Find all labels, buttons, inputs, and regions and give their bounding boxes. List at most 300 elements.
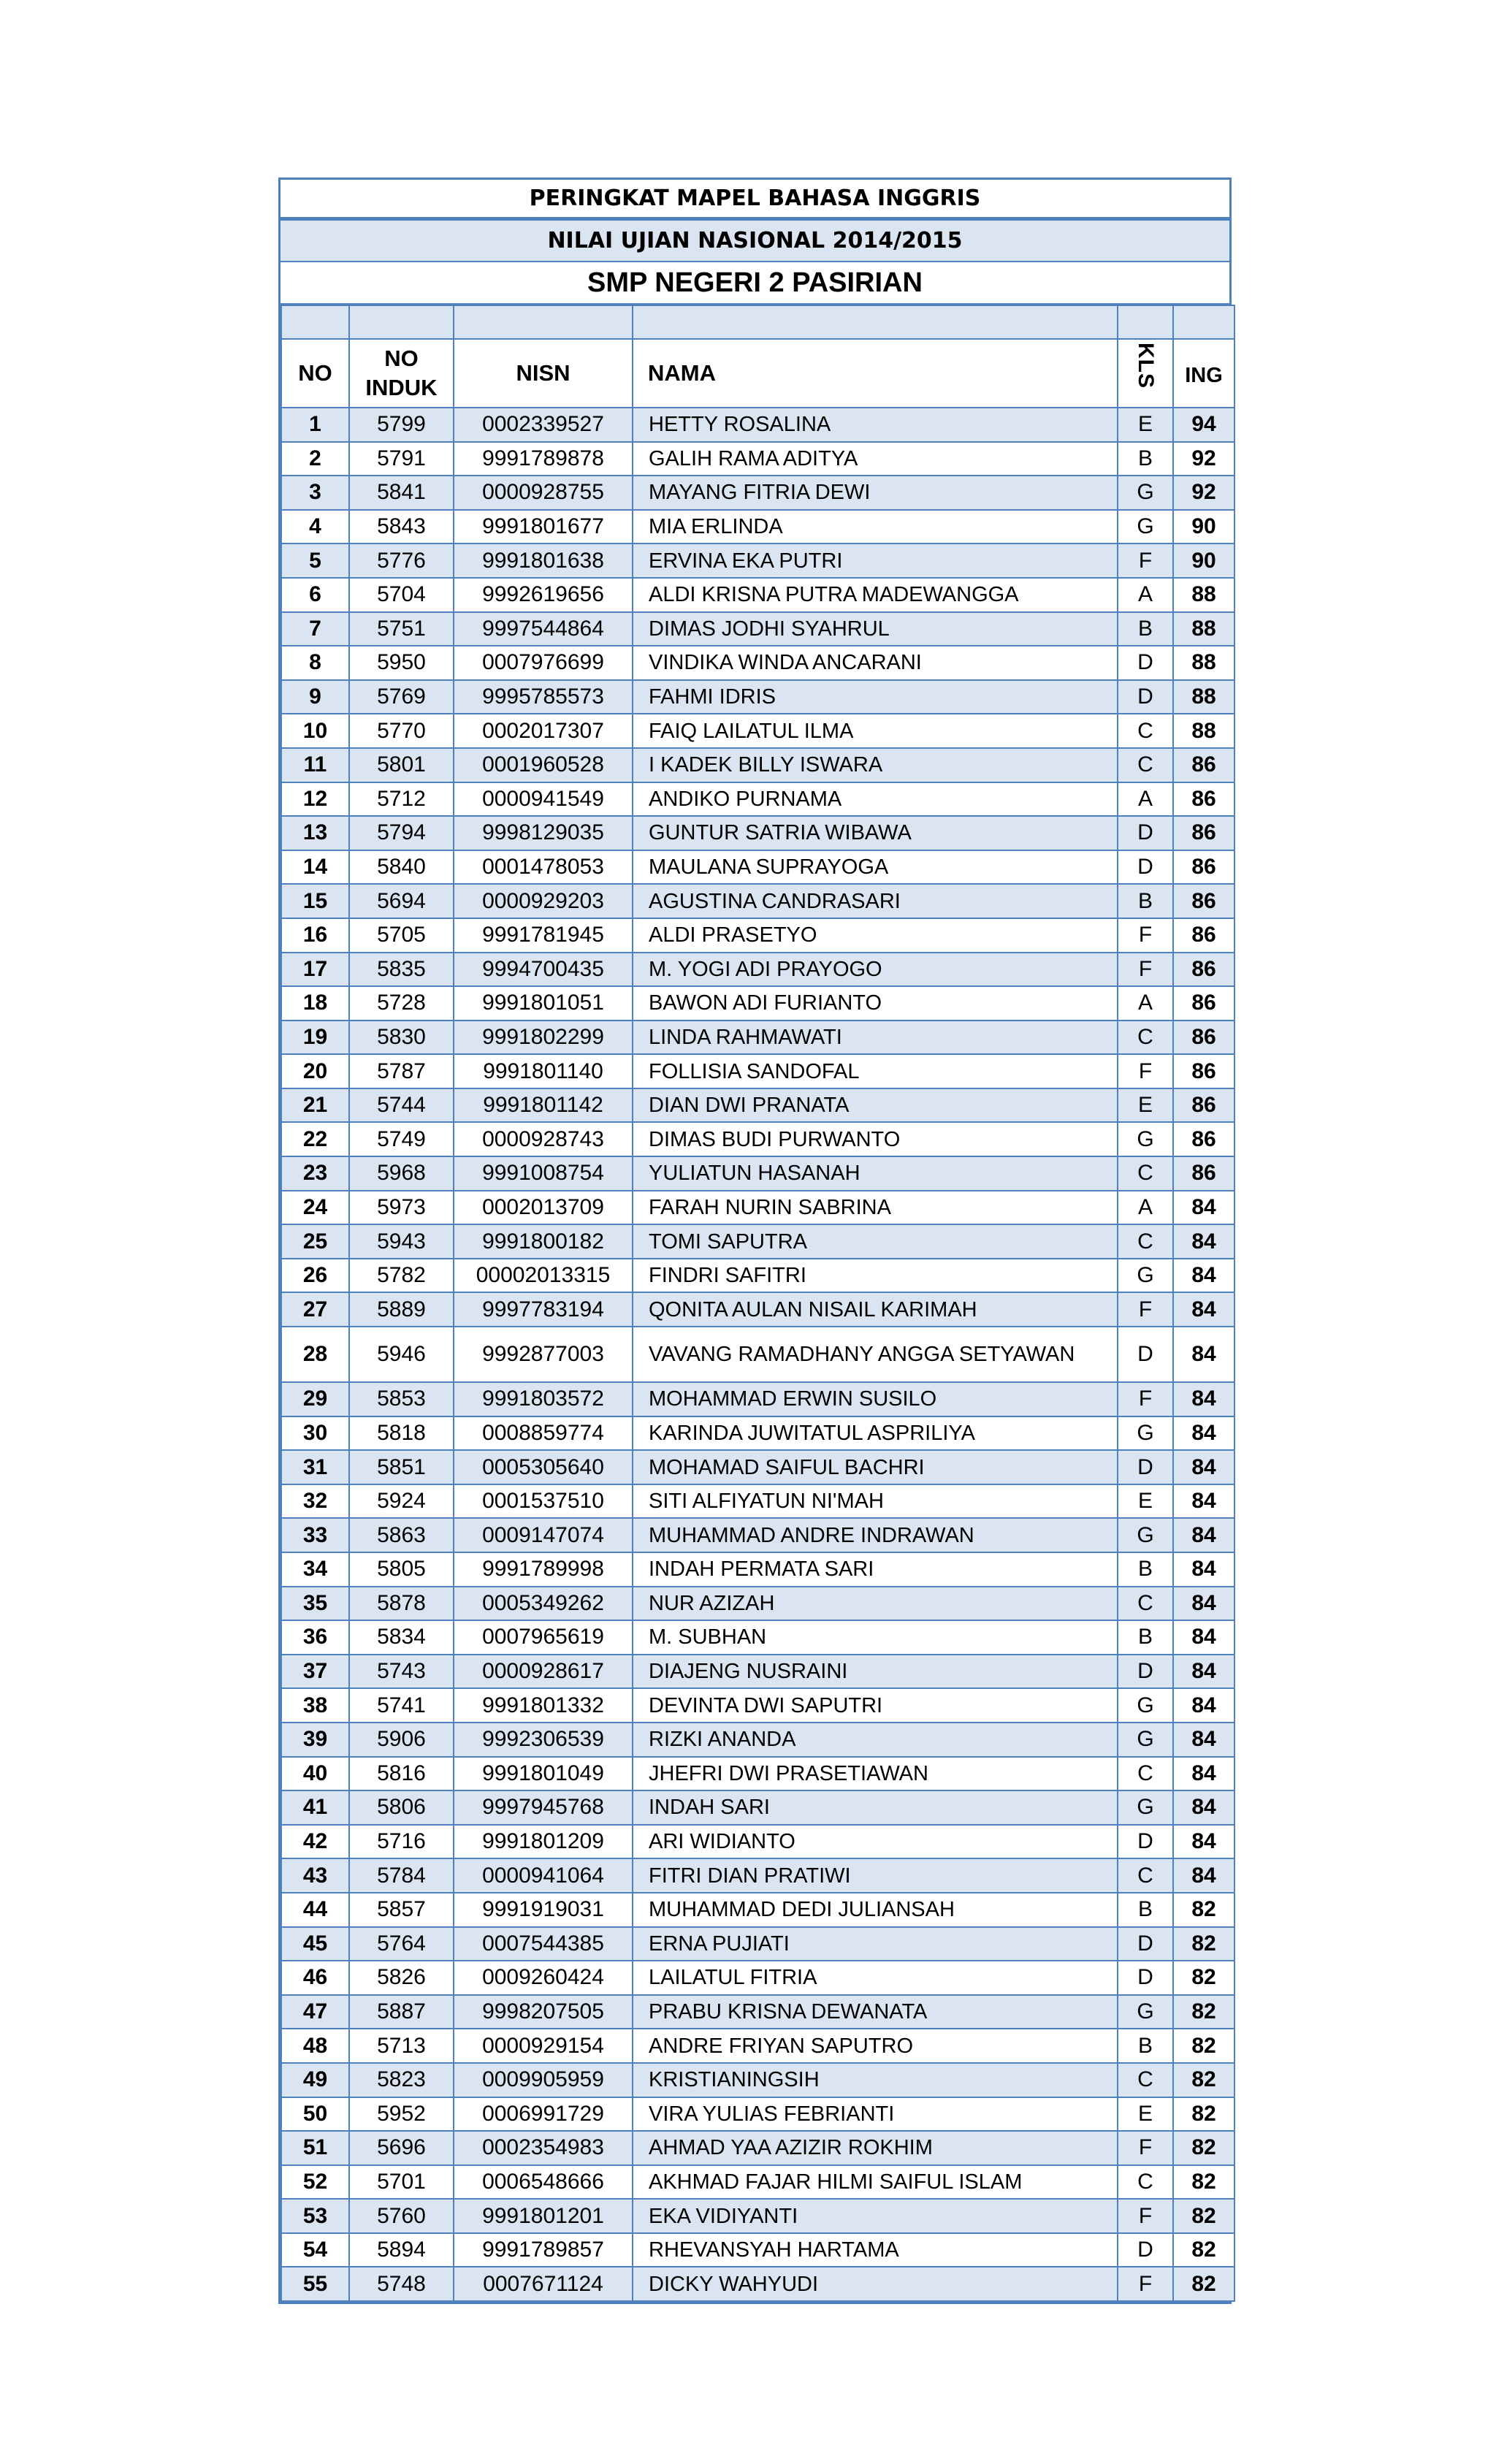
row-nisn: 0005349262 (454, 1587, 633, 1621)
row-kls: E (1118, 408, 1173, 442)
row-ing: 88 (1173, 680, 1234, 714)
row-ing: 84 (1173, 1518, 1234, 1552)
row-nisn: 9991801142 (454, 1088, 633, 1123)
row-no-induk: 5760 (349, 2199, 454, 2233)
header-ing: ING (1173, 339, 1234, 408)
row-no-induk: 5841 (349, 476, 454, 510)
table-row (281, 2029, 1234, 2063)
row-nama: VINDIKA WINDA ANCARANI (633, 646, 1118, 680)
row-ing: 82 (1173, 2029, 1234, 2063)
row-kls: A (1118, 782, 1173, 817)
blank-cell (281, 305, 349, 339)
row-kls: A (1118, 986, 1173, 1021)
row-ing: 82 (1173, 2267, 1234, 2301)
row-kls: F (1118, 953, 1173, 987)
row-nisn: 9991789878 (454, 442, 633, 476)
row-no-induk: 5716 (349, 1825, 454, 1859)
header-no-induk-line1: NO (384, 346, 419, 371)
row-nama: AHMAD YAA AZIZIR ROKHIM (633, 2131, 1118, 2165)
row-nisn: 9994700435 (454, 953, 633, 987)
row-no: 38 (281, 1688, 349, 1723)
row-nisn: 0002354983 (454, 2131, 633, 2165)
row-no: 39 (281, 1723, 349, 1757)
row-kls: D (1118, 816, 1173, 850)
row-nisn: 0001478053 (454, 850, 633, 885)
row-nama: ALDI PRASETYO (633, 918, 1118, 953)
row-kls: C (1118, 714, 1173, 748)
row-nama: TOMI SAPUTRA (633, 1224, 1118, 1259)
row-nama: YULIATUN HASANAH (633, 1156, 1118, 1191)
row-no: 28 (281, 1327, 349, 1382)
row-ing: 84 (1173, 1552, 1234, 1587)
row-kls: B (1118, 1620, 1173, 1655)
row-ing: 86 (1173, 918, 1234, 953)
row-nama: VAVANG RAMADHANY ANGGA SETYAWAN (633, 1327, 1118, 1382)
row-no-induk: 5770 (349, 714, 454, 748)
row-ing: 86 (1173, 748, 1234, 782)
row-nama: ARI WIDIANTO (633, 1825, 1118, 1859)
header-kls (1118, 339, 1173, 408)
row-nama: FAIQ LAILATUL ILMA (633, 714, 1118, 748)
row-nama: M. YOGI ADI PRAYOGO (633, 953, 1118, 987)
row-no: 5 (281, 543, 349, 578)
row-nisn: 0009147074 (454, 1518, 633, 1552)
row-ing: 84 (1173, 1327, 1234, 1382)
row-nama: BAWON ADI FURIANTO (633, 986, 1118, 1021)
row-nama: ERVINA EKA PUTRI (633, 543, 1118, 578)
row-ing: 92 (1173, 476, 1234, 510)
row-nama: INDAH PERMATA SARI (633, 1552, 1118, 1587)
row-nisn: 00002013315 (454, 1259, 633, 1293)
row-no: 41 (281, 1790, 349, 1825)
row-ing: 84 (1173, 1723, 1234, 1757)
row-ing: 90 (1173, 543, 1234, 578)
row-no: 45 (281, 1927, 349, 1961)
table-row (281, 442, 1234, 476)
row-nisn: 0000941549 (454, 782, 633, 817)
table-row (281, 1961, 1234, 1995)
row-no-induk: 5705 (349, 918, 454, 953)
table-row (281, 1021, 1234, 1055)
row-no: 22 (281, 1122, 349, 1156)
row-no-induk: 5799 (349, 408, 454, 442)
row-no-induk: 5816 (349, 1757, 454, 1791)
table-row (281, 2131, 1234, 2165)
row-nama: DIAJENG NUSRAINI (633, 1655, 1118, 1689)
row-no-induk: 5943 (349, 1224, 454, 1259)
row-kls: D (1118, 1927, 1173, 1961)
row-no: 14 (281, 850, 349, 885)
row-nisn: 9992619656 (454, 578, 633, 612)
table-row (281, 1587, 1234, 1621)
blank-row (281, 305, 1234, 339)
blank-cell (1118, 305, 1173, 339)
row-nisn: 9991801201 (454, 2199, 633, 2233)
table-row (281, 680, 1234, 714)
row-no-induk: 5784 (349, 1858, 454, 1893)
row-nisn: 0000928743 (454, 1122, 633, 1156)
row-kls: D (1118, 850, 1173, 885)
row-kls: A (1118, 578, 1173, 612)
table-row (281, 1224, 1234, 1259)
row-ing: 88 (1173, 578, 1234, 612)
row-ing: 86 (1173, 1021, 1234, 1055)
row-nisn: 9991801051 (454, 986, 633, 1021)
row-kls: D (1118, 1655, 1173, 1689)
row-ing: 88 (1173, 646, 1234, 680)
row-ing: 92 (1173, 442, 1234, 476)
table-row (281, 1259, 1234, 1293)
table-row (281, 1655, 1234, 1689)
table-row (281, 782, 1234, 817)
row-kls: E (1118, 2097, 1173, 2132)
table-row (281, 1893, 1234, 1927)
row-nama: PRABU KRISNA DEWANATA (633, 1995, 1118, 2029)
row-no: 3 (281, 476, 349, 510)
row-no-induk: 5823 (349, 2063, 454, 2097)
row-nama: QONITA AULAN NISAIL KARIMAH (633, 1292, 1118, 1327)
row-no-induk: 5751 (349, 612, 454, 646)
row-no-induk: 5950 (349, 646, 454, 680)
row-nama: INDAH SARI (633, 1790, 1118, 1825)
row-nisn: 0007544385 (454, 1927, 633, 1961)
table-row (281, 1995, 1234, 2029)
row-no: 40 (281, 1757, 349, 1791)
row-nama: KARINDA JUWITATUL ASPRILIYA (633, 1416, 1118, 1451)
row-no: 35 (281, 1587, 349, 1621)
row-kls: G (1118, 1688, 1173, 1723)
table-row (281, 476, 1234, 510)
row-no-induk: 5787 (349, 1054, 454, 1088)
row-kls: D (1118, 1327, 1173, 1382)
row-no-induk: 5946 (349, 1327, 454, 1382)
table-row (281, 2097, 1234, 2132)
row-nisn: 9991801049 (454, 1757, 633, 1791)
row-kls: E (1118, 1088, 1173, 1123)
row-no: 49 (281, 2063, 349, 2097)
ranking-sheet (278, 178, 1232, 2304)
row-nisn: 0000941064 (454, 1858, 633, 1893)
row-kls: B (1118, 442, 1173, 476)
row-no-induk: 5728 (349, 986, 454, 1021)
row-ing: 82 (1173, 1995, 1234, 2029)
row-no-induk: 5826 (349, 1961, 454, 1995)
row-nama: SITI ALFIYATUN NI'MAH (633, 1484, 1118, 1519)
row-kls: C (1118, 1858, 1173, 1893)
row-nama: KRISTIANINGSIH (633, 2063, 1118, 2097)
row-kls: F (1118, 918, 1173, 953)
row-no-induk: 5818 (349, 1416, 454, 1451)
row-nisn: 0001537510 (454, 1484, 633, 1519)
row-ing: 82 (1173, 1961, 1234, 1995)
row-ing: 82 (1173, 2131, 1234, 2165)
row-ing: 82 (1173, 1893, 1234, 1927)
row-ing: 86 (1173, 953, 1234, 987)
row-no-induk: 5701 (349, 2165, 454, 2200)
row-nama: MIA ERLINDA (633, 510, 1118, 544)
row-no: 30 (281, 1416, 349, 1451)
row-nama: MOHAMAD SAIFUL BACHRI (633, 1450, 1118, 1484)
table-row (281, 408, 1234, 442)
sheet-title: PERINGKAT MAPEL BAHASA INGGRIS (280, 180, 1229, 221)
row-ing: 84 (1173, 1292, 1234, 1327)
table-row (281, 884, 1234, 918)
row-no: 42 (281, 1825, 349, 1859)
row-ing: 88 (1173, 714, 1234, 748)
row-no: 55 (281, 2267, 349, 2301)
row-no: 26 (281, 1259, 349, 1293)
table-row (281, 953, 1234, 987)
row-no: 29 (281, 1382, 349, 1416)
row-nisn: 9995785573 (454, 680, 633, 714)
row-kls: G (1118, 1518, 1173, 1552)
row-nama: FINDRI SAFITRI (633, 1259, 1118, 1293)
row-nama: LINDA RAHMAWATI (633, 1021, 1118, 1055)
row-no: 48 (281, 2029, 349, 2063)
row-nama: LAILATUL FITRIA (633, 1961, 1118, 1995)
row-kls: F (1118, 2267, 1173, 2301)
row-kls: F (1118, 1054, 1173, 1088)
row-no-induk: 5696 (349, 2131, 454, 2165)
row-no: 51 (281, 2131, 349, 2165)
table-row (281, 1688, 1234, 1723)
table-row (281, 2233, 1234, 2267)
row-nama: DEVINTA DWI SAPUTRI (633, 1688, 1118, 1723)
row-ing: 82 (1173, 2097, 1234, 2132)
row-no-induk: 5840 (349, 850, 454, 885)
blank-cell (1173, 305, 1234, 339)
row-nisn: 9991800182 (454, 1224, 633, 1259)
row-no: 31 (281, 1450, 349, 1484)
row-nama: ERNA PUJIATI (633, 1927, 1118, 1961)
row-kls: E (1118, 1484, 1173, 1519)
row-ing: 82 (1173, 2199, 1234, 2233)
row-no-induk: 5887 (349, 1995, 454, 2029)
row-nama: AKHMAD FAJAR HILMI SAIFUL ISLAM (633, 2165, 1118, 2200)
row-no-induk: 5801 (349, 748, 454, 782)
row-nisn: 0002013709 (454, 1191, 633, 1225)
row-ing: 94 (1173, 408, 1234, 442)
row-nisn: 9998207505 (454, 1995, 633, 2029)
table-row (281, 1858, 1234, 1893)
row-nisn: 0006548666 (454, 2165, 633, 2200)
row-nisn: 9991789998 (454, 1552, 633, 1587)
row-no-induk: 5805 (349, 1552, 454, 1587)
row-no: 32 (281, 1484, 349, 1519)
row-nisn: 0000929203 (454, 884, 633, 918)
row-kls: B (1118, 2029, 1173, 2063)
row-no-induk: 5952 (349, 2097, 454, 2132)
row-nama: M. SUBHAN (633, 1620, 1118, 1655)
row-kls: D (1118, 1450, 1173, 1484)
row-no-induk: 5704 (349, 578, 454, 612)
row-kls: C (1118, 2165, 1173, 2200)
row-nisn: 0002017307 (454, 714, 633, 748)
row-nama: GUNTUR SATRIA WIBAWA (633, 816, 1118, 850)
row-ing: 88 (1173, 612, 1234, 646)
row-nisn: 9991803572 (454, 1382, 633, 1416)
row-ing: 84 (1173, 1825, 1234, 1859)
row-nisn: 0000928617 (454, 1655, 633, 1689)
row-ing: 82 (1173, 2165, 1234, 2200)
row-kls: B (1118, 612, 1173, 646)
table-row (281, 1450, 1234, 1484)
row-kls: G (1118, 1723, 1173, 1757)
row-kls: F (1118, 2131, 1173, 2165)
header-no: NO (281, 339, 349, 408)
row-nama: ANDIKO PURNAMA (633, 782, 1118, 817)
row-no: 15 (281, 884, 349, 918)
row-no: 37 (281, 1655, 349, 1689)
row-nama: DIMAS JODHI SYAHRUL (633, 612, 1118, 646)
table-row (281, 1620, 1234, 1655)
row-no-induk: 5924 (349, 1484, 454, 1519)
row-no: 43 (281, 1858, 349, 1893)
header-kls-label: KLS (1134, 343, 1158, 389)
row-no: 20 (281, 1054, 349, 1088)
table-row (281, 1552, 1234, 1587)
row-no-induk: 5713 (349, 2029, 454, 2063)
row-nama: MUHAMMAD ANDRE INDRAWAN (633, 1518, 1118, 1552)
table-row (281, 2063, 1234, 2097)
row-no-induk: 5744 (349, 1088, 454, 1123)
header-no-induk (349, 339, 454, 408)
row-ing: 86 (1173, 850, 1234, 885)
row-ing: 86 (1173, 986, 1234, 1021)
row-nisn: 9991781945 (454, 918, 633, 953)
row-kls: G (1118, 1122, 1173, 1156)
row-no: 47 (281, 1995, 349, 2029)
table-row (281, 510, 1234, 544)
row-ing: 84 (1173, 1858, 1234, 1893)
table-row (281, 1054, 1234, 1088)
row-ing: 84 (1173, 1484, 1234, 1519)
row-nisn: 0000928755 (454, 476, 633, 510)
row-ing: 84 (1173, 1382, 1234, 1416)
row-kls: D (1118, 646, 1173, 680)
row-nisn: 9997544864 (454, 612, 633, 646)
row-nama: HETTY ROSALINA (633, 408, 1118, 442)
row-no: 19 (281, 1021, 349, 1055)
header-row (281, 339, 1234, 408)
row-no-induk: 5973 (349, 1191, 454, 1225)
row-nama: RIZKI ANANDA (633, 1723, 1118, 1757)
row-no: 53 (281, 2199, 349, 2233)
table-row (281, 2165, 1234, 2200)
row-no-induk: 5712 (349, 782, 454, 817)
row-nama: I KADEK BILLY ISWARA (633, 748, 1118, 782)
row-nisn: 0007976699 (454, 646, 633, 680)
row-nama: MUHAMMAD DEDI JULIANSAH (633, 1893, 1118, 1927)
table-row (281, 1790, 1234, 1825)
row-nama: MAULANA SUPRAYOGA (633, 850, 1118, 885)
row-nisn: 0002339527 (454, 408, 633, 442)
table-row (281, 2267, 1234, 2301)
row-no-induk: 5906 (349, 1723, 454, 1757)
row-no: 33 (281, 1518, 349, 1552)
row-kls: D (1118, 2233, 1173, 2267)
row-kls: F (1118, 1382, 1173, 1416)
row-no-induk: 5857 (349, 1893, 454, 1927)
row-no-induk: 5749 (349, 1122, 454, 1156)
row-no: 21 (281, 1088, 349, 1123)
row-no: 23 (281, 1156, 349, 1191)
row-ing: 82 (1173, 2063, 1234, 2097)
row-kls: C (1118, 2063, 1173, 2097)
row-ing: 84 (1173, 1655, 1234, 1689)
row-nisn: 0005305640 (454, 1450, 633, 1484)
blank-cell (454, 305, 633, 339)
row-no-induk: 5769 (349, 680, 454, 714)
row-nisn: 9991919031 (454, 1893, 633, 1927)
row-kls: C (1118, 1156, 1173, 1191)
row-no: 2 (281, 442, 349, 476)
row-nama: MAYANG FITRIA DEWI (633, 476, 1118, 510)
row-ing: 84 (1173, 1790, 1234, 1825)
row-nisn: 0007671124 (454, 2267, 633, 2301)
row-no-induk: 5851 (349, 1450, 454, 1484)
row-no-induk: 5835 (349, 953, 454, 987)
row-nama: FARAH NURIN SABRINA (633, 1191, 1118, 1225)
table-row (281, 918, 1234, 953)
row-no: 16 (281, 918, 349, 953)
row-kls: G (1118, 1416, 1173, 1451)
row-kls: C (1118, 1757, 1173, 1791)
row-ing: 86 (1173, 1156, 1234, 1191)
row-no: 8 (281, 646, 349, 680)
school-name: SMP NEGERI 2 PASIRIAN (280, 262, 1229, 305)
table-row (281, 2199, 1234, 2233)
row-no-induk: 5776 (349, 543, 454, 578)
row-nama: JHEFRI DWI PRASETIAWAN (633, 1757, 1118, 1791)
row-nama: FOLLISIA SANDOFAL (633, 1054, 1118, 1088)
table-row (281, 1327, 1234, 1382)
row-ing: 84 (1173, 1224, 1234, 1259)
header-no-induk-line2: INDUK (365, 375, 438, 400)
row-nama: DIAN DWI PRANATA (633, 1088, 1118, 1123)
row-nisn: 0008859774 (454, 1416, 633, 1451)
row-nama: ANDRE FRIYAN SAPUTRO (633, 2029, 1118, 2063)
table-row (281, 1757, 1234, 1791)
table-row (281, 986, 1234, 1021)
ranking-table (280, 305, 1235, 2302)
blank-cell (349, 305, 454, 339)
row-no: 54 (281, 2233, 349, 2267)
row-kls: A (1118, 1191, 1173, 1225)
row-kls: D (1118, 1961, 1173, 1995)
row-nisn: 9998129035 (454, 816, 633, 850)
table-row (281, 816, 1234, 850)
row-ing: 84 (1173, 1620, 1234, 1655)
row-no: 46 (281, 1961, 349, 1995)
row-nama: DIMAS BUDI PURWANTO (633, 1122, 1118, 1156)
table-row (281, 612, 1234, 646)
row-nama: ALDI KRISNA PUTRA MADEWANGGA (633, 578, 1118, 612)
row-kls: G (1118, 510, 1173, 544)
row-nisn: 9991789857 (454, 2233, 633, 2267)
row-no-induk: 5863 (349, 1518, 454, 1552)
row-kls: B (1118, 1893, 1173, 1927)
row-kls: G (1118, 1790, 1173, 1825)
row-ing: 84 (1173, 1587, 1234, 1621)
table-row (281, 646, 1234, 680)
row-ing: 82 (1173, 1927, 1234, 1961)
row-nama: DICKY WAHYUDI (633, 2267, 1118, 2301)
table-row (281, 748, 1234, 782)
row-kls: C (1118, 748, 1173, 782)
row-no: 27 (281, 1292, 349, 1327)
row-no-induk: 5853 (349, 1382, 454, 1416)
